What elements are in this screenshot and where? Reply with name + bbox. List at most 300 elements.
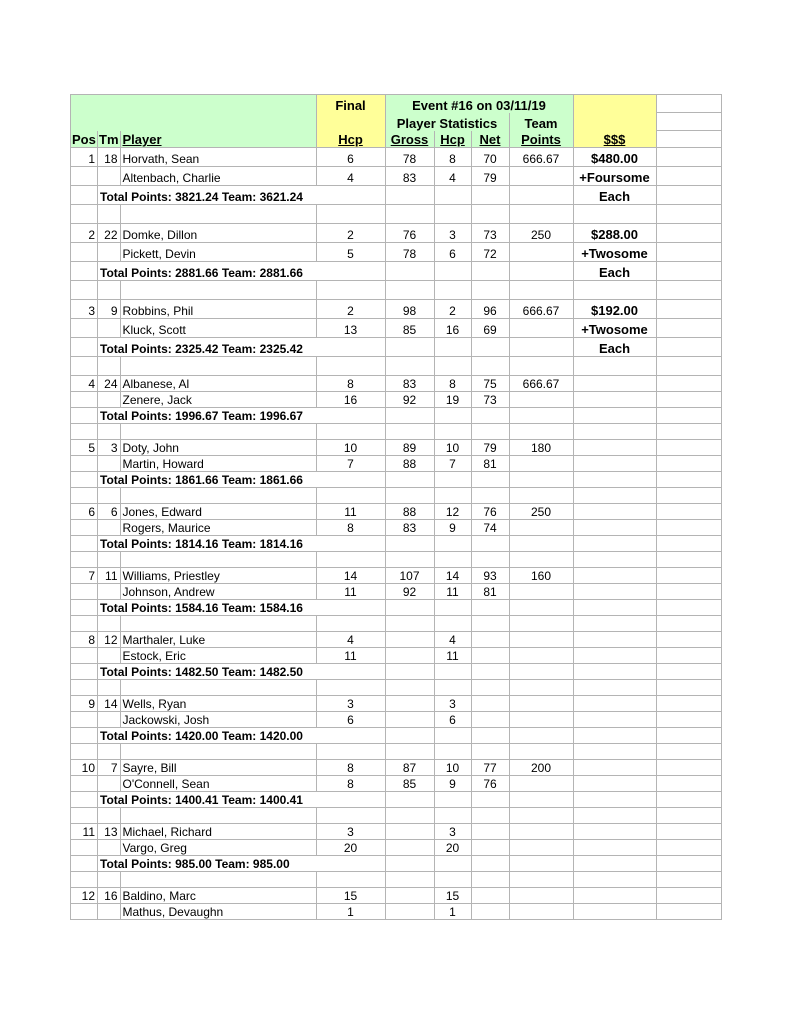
team-number-cell	[98, 520, 121, 536]
pos-cell: 3	[71, 300, 98, 319]
total-row	[71, 728, 722, 744]
pos-cell: 9	[71, 696, 98, 712]
total-row	[71, 856, 722, 872]
hcp-cell: 3	[434, 224, 471, 243]
blank-cell	[434, 424, 471, 440]
blank-cell	[656, 648, 721, 664]
final-hcp-cell: 10	[316, 440, 385, 456]
player-row	[71, 376, 722, 392]
blank-cell	[656, 392, 721, 408]
final-hcp-cell: 8	[316, 376, 385, 392]
pos-cell: 12	[71, 888, 98, 904]
gross-cell: 83	[385, 520, 434, 536]
blank-cell	[656, 424, 721, 440]
team-number-cell	[98, 648, 121, 664]
blank-cell	[656, 808, 721, 824]
net-cell: 73	[471, 392, 509, 408]
blank-cell	[71, 205, 98, 224]
final-label: Final	[316, 95, 385, 113]
final-hcp-cell: 11	[316, 648, 385, 664]
blank-cell	[509, 357, 573, 376]
final-hcp-cell: 8	[316, 520, 385, 536]
blank-cell	[573, 872, 656, 888]
points-cell	[509, 520, 573, 536]
hcp-cell: 8	[434, 148, 471, 167]
points-header: Points	[521, 132, 561, 147]
player-name: Michael, Richard	[120, 824, 316, 840]
blank-cell	[434, 856, 471, 872]
team-number-cell	[98, 584, 121, 600]
blank-cell	[656, 744, 721, 760]
blank-cell	[385, 552, 434, 568]
team-total: Total Points: 2325.42 Team: 2325.42	[98, 338, 386, 357]
player-row	[71, 167, 722, 186]
blank-cell	[98, 357, 121, 376]
blank-cell	[656, 712, 721, 728]
prize-cell	[573, 392, 656, 408]
gross-cell: 78	[385, 243, 434, 262]
net-cell: 75	[471, 376, 509, 392]
blank-cell	[434, 338, 471, 357]
blank-cell	[656, 696, 721, 712]
blank-cell	[656, 760, 721, 776]
net-cell	[471, 840, 509, 856]
team-number-cell: 9	[98, 300, 121, 319]
blank-cell	[656, 456, 721, 472]
hcp-cell: 3	[434, 696, 471, 712]
gross-cell	[385, 824, 434, 840]
blank-cell	[434, 616, 471, 632]
blank-cell	[71, 792, 98, 808]
blank-cell	[434, 744, 471, 760]
blank-cell	[656, 472, 721, 488]
final-hcp-cell: 11	[316, 504, 385, 520]
blank-cell	[656, 616, 721, 632]
blank-cell	[434, 808, 471, 824]
points-cell	[509, 696, 573, 712]
points-cell: 250	[509, 504, 573, 520]
final-hcp-cell: 14	[316, 568, 385, 584]
pos-cell	[71, 712, 98, 728]
blank-cell	[385, 792, 434, 808]
blank-cell	[471, 205, 509, 224]
final-hcp-cell: 13	[316, 319, 385, 338]
blank-cell	[656, 224, 721, 243]
blank-cell	[71, 600, 98, 616]
net-cell	[471, 632, 509, 648]
blank-cell	[120, 357, 316, 376]
blank-cell	[509, 408, 573, 424]
gross-cell: 89	[385, 440, 434, 456]
blank-cell	[385, 186, 434, 205]
blank-cell	[316, 488, 385, 504]
blank-cell	[656, 167, 721, 186]
blank-cell	[71, 744, 98, 760]
prize-cell: Each	[573, 338, 656, 357]
hcp-cell: 8	[434, 376, 471, 392]
team-number-cell: 12	[98, 632, 121, 648]
blank-cell	[471, 338, 509, 357]
gross-cell: 85	[385, 319, 434, 338]
blank-cell	[471, 600, 509, 616]
blank-cell	[71, 536, 98, 552]
gross-cell: 88	[385, 456, 434, 472]
blank-cell	[656, 536, 721, 552]
team-total: Total Points: 1861.66 Team: 1861.66	[98, 472, 386, 488]
hcp-cell: 19	[434, 392, 471, 408]
player-name: Mathus, Devaughn	[120, 904, 316, 920]
gross-cell	[385, 696, 434, 712]
blank-cell	[471, 262, 509, 281]
gross-cell: 76	[385, 224, 434, 243]
spacer-row	[71, 424, 722, 440]
hcp-cell: 15	[434, 888, 471, 904]
hcp-cell: 9	[434, 520, 471, 536]
prize-cell: +Twosome	[573, 319, 656, 338]
pos-cell: 1	[71, 148, 98, 167]
blank-cell	[385, 600, 434, 616]
blank-cell	[509, 205, 573, 224]
blank-cell	[656, 408, 721, 424]
blank-cell	[316, 808, 385, 824]
team-total: Total Points: 1420.00 Team: 1420.00	[98, 728, 386, 744]
blank-cell	[509, 744, 573, 760]
blank-cell	[656, 357, 721, 376]
final-hcp-header: Hcp	[338, 132, 363, 147]
net-cell	[471, 888, 509, 904]
blank-cell	[434, 872, 471, 888]
blank-cell	[71, 186, 98, 205]
blank-cell	[434, 680, 471, 696]
blank-cell	[656, 319, 721, 338]
team-number-cell	[98, 904, 121, 920]
blank-cell	[71, 728, 98, 744]
pos-cell: 8	[71, 632, 98, 648]
blank-cell	[471, 357, 509, 376]
blank-cell	[316, 616, 385, 632]
gross-cell: 83	[385, 167, 434, 186]
player-row	[71, 712, 722, 728]
blank-cell	[509, 808, 573, 824]
header-row-3	[71, 131, 722, 148]
event-title: Event #16 on 03/11/19	[385, 95, 573, 113]
blank-cell	[98, 744, 121, 760]
hcp-cell: 1	[434, 904, 471, 920]
total-row	[71, 186, 722, 205]
blank-cell	[434, 357, 471, 376]
pos-cell: 7	[71, 568, 98, 584]
prize-cell	[573, 792, 656, 808]
pos-header: Pos	[72, 132, 96, 147]
blank-cell	[656, 338, 721, 357]
blank-cell	[509, 536, 573, 552]
player-row	[71, 243, 722, 262]
tm-header: Tm	[99, 132, 119, 147]
final-hcp-cell: 3	[316, 824, 385, 840]
pos-cell: 6	[71, 504, 98, 520]
team-number-cell	[98, 712, 121, 728]
blank-cell	[471, 680, 509, 696]
blank-cell	[385, 472, 434, 488]
blank-cell	[656, 186, 721, 205]
prize-cell	[573, 840, 656, 856]
player-row	[71, 319, 722, 338]
player-name: Jackowski, Josh	[120, 712, 316, 728]
final-hcp-cell: 2	[316, 224, 385, 243]
blank-cell	[471, 424, 509, 440]
blank-cell	[656, 552, 721, 568]
blank-cell	[573, 357, 656, 376]
blank-cell	[120, 205, 316, 224]
blank-cell	[120, 872, 316, 888]
final-hcp-cell: 1	[316, 904, 385, 920]
blank-cell	[71, 552, 98, 568]
blank-cell	[71, 408, 98, 424]
blank-cell	[434, 600, 471, 616]
header-row-2	[71, 113, 722, 131]
blank-cell	[98, 616, 121, 632]
pos-cell	[71, 776, 98, 792]
blank-cell	[573, 808, 656, 824]
blank-cell	[471, 186, 509, 205]
blank-cell	[509, 792, 573, 808]
blank-cell	[434, 488, 471, 504]
hcp-cell: 12	[434, 504, 471, 520]
points-cell: 666.67	[509, 300, 573, 319]
blank-cell	[509, 664, 573, 680]
blank-cell	[385, 281, 434, 300]
blank-cell	[434, 281, 471, 300]
hcp-cell: 20	[434, 840, 471, 856]
blank-cell	[573, 680, 656, 696]
net-cell: 76	[471, 776, 509, 792]
player-name: Rogers, Maurice	[120, 520, 316, 536]
blank-cell	[656, 281, 721, 300]
gross-cell: 88	[385, 504, 434, 520]
blank-cell	[656, 872, 721, 888]
blank-cell	[385, 616, 434, 632]
points-cell	[509, 776, 573, 792]
blank-cell	[656, 600, 721, 616]
blank-cell	[120, 680, 316, 696]
prize-cell	[573, 824, 656, 840]
spacer-row	[71, 808, 722, 824]
player-row	[71, 904, 722, 920]
final-hcp-cell: 8	[316, 776, 385, 792]
blank-cell	[71, 338, 98, 357]
team-total: Total Points: 1400.41 Team: 1400.41	[98, 792, 386, 808]
blank-cell	[656, 440, 721, 456]
team-total: Total Points: 2881.66 Team: 2881.66	[98, 262, 386, 281]
team-number-cell: 11	[98, 568, 121, 584]
blank-cell	[385, 856, 434, 872]
blank-cell	[316, 872, 385, 888]
player-row	[71, 456, 722, 472]
player-name: Doty, John	[120, 440, 316, 456]
final-hcp-cell: 3	[316, 696, 385, 712]
hcp-cell: 10	[434, 440, 471, 456]
points-cell	[509, 167, 573, 186]
points-cell	[509, 392, 573, 408]
pos-cell	[71, 520, 98, 536]
points-cell: 250	[509, 224, 573, 243]
standings-body	[71, 95, 722, 920]
final-hcp-cell: 8	[316, 760, 385, 776]
player-row	[71, 696, 722, 712]
blank-cell	[434, 186, 471, 205]
blank-cell	[98, 424, 121, 440]
team-number-cell	[98, 319, 121, 338]
team-total: Total Points: 3821.24 Team: 3621.24	[98, 186, 386, 205]
player-header: Player	[122, 132, 162, 147]
blank-cell	[385, 408, 434, 424]
hcp-cell: 9	[434, 776, 471, 792]
blank-cell	[316, 552, 385, 568]
blank-cell	[316, 424, 385, 440]
player-row	[71, 888, 722, 904]
blank-cell	[509, 728, 573, 744]
gross-cell: 78	[385, 148, 434, 167]
gross-cell	[385, 648, 434, 664]
blank-cell	[71, 808, 98, 824]
blank-cell	[316, 357, 385, 376]
hcp-cell: 4	[434, 632, 471, 648]
player-row	[71, 440, 722, 456]
team-number-cell: 24	[98, 376, 121, 392]
player-name: Kluck, Scott	[120, 319, 316, 338]
blank-cell	[656, 664, 721, 680]
player-row	[71, 840, 722, 856]
prize-cell	[573, 664, 656, 680]
net-cell: 79	[471, 167, 509, 186]
team-number-cell	[98, 456, 121, 472]
points-cell: 666.67	[509, 376, 573, 392]
prize-cell	[573, 776, 656, 792]
gross-cell	[385, 888, 434, 904]
blank-cell	[434, 472, 471, 488]
spacer-row	[71, 744, 722, 760]
blank-cell	[98, 552, 121, 568]
team-number-cell	[98, 840, 121, 856]
gross-header: Gross	[390, 132, 429, 147]
hcp-cell: 3	[434, 824, 471, 840]
player-name: O'Connell, Sean	[120, 776, 316, 792]
blank-cell	[573, 424, 656, 440]
player-name: Marthaler, Luke	[120, 632, 316, 648]
blank-cell	[434, 536, 471, 552]
prize-cell	[573, 504, 656, 520]
blank-cell	[385, 424, 434, 440]
blank-cell	[656, 520, 721, 536]
blank-cell	[509, 616, 573, 632]
blank-cell	[385, 808, 434, 824]
spacer-row	[71, 488, 722, 504]
blank-cell	[98, 680, 121, 696]
blank-cell	[120, 808, 316, 824]
blank-cell	[656, 680, 721, 696]
blank-cell	[98, 808, 121, 824]
blank-cell	[656, 856, 721, 872]
pos-cell	[71, 584, 98, 600]
player-row	[71, 504, 722, 520]
player-row	[71, 568, 722, 584]
team-number-cell	[98, 243, 121, 262]
player-row	[71, 648, 722, 664]
final-hcp-cell: 7	[316, 456, 385, 472]
prize-cell	[573, 376, 656, 392]
points-cell	[509, 824, 573, 840]
blank-cell	[471, 408, 509, 424]
blank-cell	[120, 616, 316, 632]
prize-cell: Each	[573, 262, 656, 281]
final-hcp-cell: 5	[316, 243, 385, 262]
blank-cell	[471, 744, 509, 760]
gross-cell: 83	[385, 376, 434, 392]
team-total: Total Points: 1814.16 Team: 1814.16	[98, 536, 386, 552]
net-cell	[471, 648, 509, 664]
points-cell: 180	[509, 440, 573, 456]
gross-cell: 87	[385, 760, 434, 776]
blank-cell	[509, 281, 573, 300]
pos-cell	[71, 167, 98, 186]
player-name: Sayre, Bill	[120, 760, 316, 776]
blank-cell	[98, 488, 121, 504]
pos-cell	[71, 456, 98, 472]
blank-cell	[471, 664, 509, 680]
net-cell: 81	[471, 584, 509, 600]
gross-cell: 107	[385, 568, 434, 584]
blank-cell	[471, 728, 509, 744]
hcp-cell: 2	[434, 300, 471, 319]
spacer-row	[71, 872, 722, 888]
prize-cell: +Twosome	[573, 243, 656, 262]
player-row	[71, 584, 722, 600]
player-name: Vargo, Greg	[120, 840, 316, 856]
blank-cell	[471, 488, 509, 504]
pos-cell: 5	[71, 440, 98, 456]
final-hcp-cell: 6	[316, 712, 385, 728]
player-row	[71, 776, 722, 792]
blank-cell	[316, 281, 385, 300]
points-cell	[509, 888, 573, 904]
net-cell	[471, 824, 509, 840]
blank-cell	[656, 840, 721, 856]
team-total: Total Points: 985.00 Team: 985.00	[98, 856, 386, 872]
net-cell: 74	[471, 520, 509, 536]
gross-cell: 92	[385, 392, 434, 408]
prize-cell	[573, 856, 656, 872]
blank-cell	[573, 552, 656, 568]
blank-cell	[573, 744, 656, 760]
final-hcp-cell: 2	[316, 300, 385, 319]
blank-cell	[71, 472, 98, 488]
prize-cell	[573, 728, 656, 744]
net-cell: 93	[471, 568, 509, 584]
player-name: Estock, Eric	[120, 648, 316, 664]
blank-cell	[509, 552, 573, 568]
points-cell	[509, 840, 573, 856]
pos-cell	[71, 840, 98, 856]
total-row	[71, 600, 722, 616]
team-total: Total Points: 1482.50 Team: 1482.50	[98, 664, 386, 680]
blank-cell	[385, 338, 434, 357]
team-total: Total Points: 1584.16 Team: 1584.16	[98, 600, 386, 616]
pos-cell	[71, 392, 98, 408]
team-number-cell: 13	[98, 824, 121, 840]
player-row	[71, 824, 722, 840]
blank-cell	[471, 792, 509, 808]
team-total: Total Points: 1996.67 Team: 1996.67	[98, 408, 386, 424]
